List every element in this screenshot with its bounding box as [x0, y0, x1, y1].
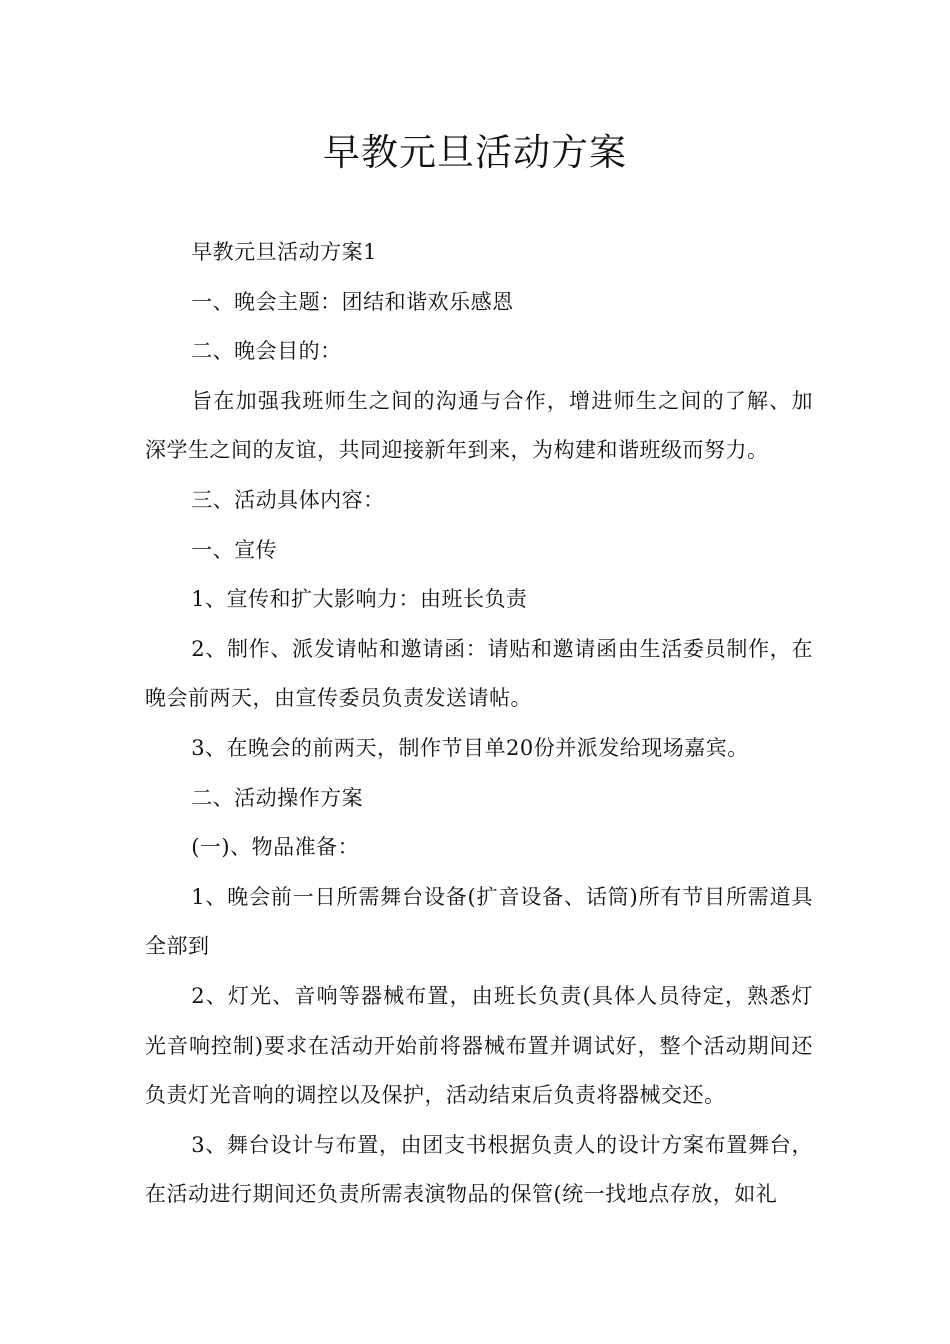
document-body [145, 228, 813, 1220]
paragraph-preparation-1: 1、晚会前一日所需舞台设备(扩音设备、话筒)所有节目所需道具全部到 [145, 884, 813, 959]
paragraph-operation-heading: 二、活动操作方案 [191, 785, 364, 810]
paragraph-purpose: 旨在加强我班师生之间的沟通与合作，增进师生之间的了解、加深学生之间的友谊，共同迎接新年到来，为构建和谐班级而努力。 [145, 388, 813, 463]
paragraph-preparation-heading: (一)、物品准备： [191, 835, 360, 860]
paragraph-preparation-3: 3、舞台设计与布置，由团支书根据负责人的设计方案布置舞台，在活动进行期间还负责所需表演物品的保管(统一找地点存放，如礼 [145, 1132, 813, 1207]
paragraph-publicity-2: 2、制作、派发请帖和邀请函：请贴和邀请函由生活委员制作，在晚会前两天，由宣传委员负责发送请帖。 [145, 636, 813, 711]
paragraph-publicity-1: 1、宣传和扩大影响力：由班长负责 [191, 587, 528, 612]
paragraph-publicity-3: 3、在晚会的前两天，制作节目单20份并派发给现场嘉宾。 [191, 735, 749, 760]
paragraph-publicity-heading: 一、宣传 [191, 537, 278, 562]
paragraph-preparation-2: 2、灯光、音响等器械布置，由班长负责(具体人员待定，熟悉灯光音响控制)要求在活动开始前将器械布置并调试好，整个活动期间还负责灯光音响的调控以及保护，活动结束后负责将器械交还。 [145, 983, 813, 1108]
document-title: 早教元旦活动方案 [323, 131, 627, 174]
paragraph-purpose-heading: 二、晚会目的： [191, 339, 342, 364]
paragraph-heading: 早教元旦活动方案1 [191, 240, 378, 264]
paragraph-theme: 一、晚会主题：团结和谐欢乐感恩 [191, 289, 514, 314]
paragraph-content-heading: 三、活动具体内容： [191, 487, 385, 512]
